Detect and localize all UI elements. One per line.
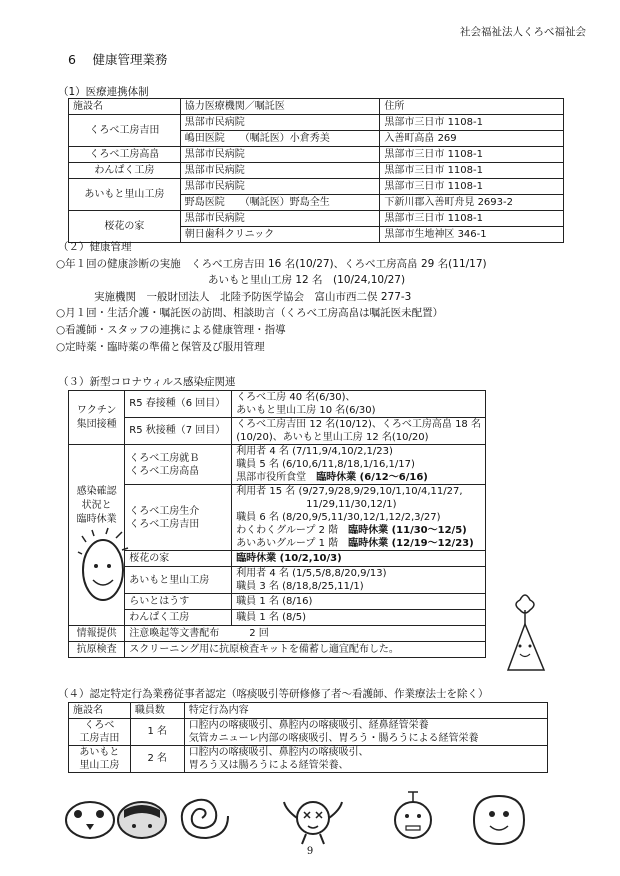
info-text: 注意喚起等文書配布 2 回 [125, 626, 486, 642]
address-cell: 黒部市三日市 1108-1 [380, 211, 564, 227]
detail-line: 胃ろう又は腸ろうによる経管栄養、 [188, 760, 349, 771]
clinic-cell: 嶋田医院 （嘱託医）小倉秀美 [180, 131, 380, 147]
s4-header-cell: 職員数 [130, 703, 184, 719]
table-row [69, 418, 486, 445]
closure-text: 臨時休業 (10/2,10/3) [236, 553, 342, 564]
table-row [69, 163, 564, 179]
detail-line [236, 537, 481, 550]
table-row [69, 719, 548, 746]
s2-line-3: 実施機関 一般財団法人 北陸予防医学協会 富山市西二俣 277-3 [94, 291, 412, 303]
clinic-cell: 黒部市民病院 [180, 147, 380, 163]
s3-title: （３）新型コロナウィルス感染症関連 [58, 376, 236, 388]
antigen-text: スクリーニング用に抗原検査キットを備蓄し適宜配布した。 [125, 642, 486, 658]
table-row [69, 594, 486, 610]
clinic-cell: 黒部市民病院 [180, 211, 380, 227]
staff-count: 1 名 [130, 719, 184, 746]
detail-text: あいあいグループ 1 階 [236, 538, 349, 549]
info-label: 情報提供 [69, 626, 125, 642]
infection-detail [232, 445, 486, 485]
covid-table [68, 390, 486, 658]
infection-detail [232, 567, 486, 594]
address-cell: 黒部市三日市 1108-1 [380, 163, 564, 179]
detail-line [236, 552, 481, 565]
detail-line [236, 511, 481, 524]
detail-line [236, 445, 481, 458]
detail-text: 職員 5 名 (6/10,6/11,8/18,1/16,1/17) [236, 459, 415, 470]
detail-line [236, 567, 481, 580]
x-eyes-character-icon [280, 796, 346, 846]
facility-cell: くろべ 工房吉田 [69, 719, 131, 746]
detail-line [236, 595, 481, 608]
detail-text: 11/29,11/30,12/1) [236, 499, 397, 510]
vaccine-round: R5 秋接種（7 回目） [125, 418, 232, 445]
table-row [69, 610, 486, 626]
detail-line: あいもと里山工房 10 名(6/30) [236, 405, 376, 416]
address-cell: 黒部市三日市 1108-1 [380, 179, 564, 195]
detail-text: 黒部市役所食堂 [236, 472, 317, 483]
detail-text: 利用者 15 名 (9/27,9/28,9/29,10/1,10/4,11/27, [236, 486, 463, 497]
s2-line-6: ○定時薬・臨時薬の準備と保管及び服用管理 [56, 341, 265, 353]
address-cell: 黒部市三日市 1108-1 [380, 147, 564, 163]
facility-cell: あいもと 里山工房 [69, 746, 131, 773]
address-cell: 下新川郡入善町舟見 2693-2 [380, 195, 564, 211]
detail-line [236, 580, 481, 593]
antigen-label: 抗原検査 [69, 642, 125, 658]
s4-header-cell: 施設名 [69, 703, 131, 719]
section-number: 6 [68, 52, 76, 67]
detail-line: 気管カニューレ内部の喀痰吸引、胃ろう・腸ろうによる経管栄養 [188, 733, 479, 744]
table-row [69, 626, 486, 642]
vaccine-round: R5 春接種（6 回目） [125, 391, 232, 418]
facility-cell: くろべ工房生介 くろべ工房吉田 [125, 485, 232, 551]
detail-line: (10/20)、あいもと里山工房 12 名(10/20) [236, 432, 429, 443]
infection-detail [232, 594, 486, 610]
table-row [69, 115, 564, 131]
lightbulb-character-icon [388, 786, 438, 846]
detail-text: 職員 1 名 (8/16) [236, 596, 313, 607]
detail-line [236, 498, 481, 511]
detail-text: 利用者 4 名 (1/5,5/8,8/20,9/13) [236, 568, 387, 579]
table-row [69, 445, 486, 485]
infection-detail [232, 551, 486, 567]
detail-line [236, 485, 481, 498]
vaccine-label: ワクチン 集団接種 [69, 391, 125, 445]
vaccine-detail [232, 418, 486, 445]
s4-title: （４）認定特定行為業務従事者認定（喀痰吸引等研修修了者～看護師、作業療法士を除く） [58, 688, 489, 700]
table-row [69, 211, 564, 227]
striped-character-icon [114, 796, 170, 842]
facility-cell: らいとはうす [125, 594, 232, 610]
infection-detail [232, 485, 486, 551]
s1-header-cell: 施設名 [69, 99, 181, 115]
detail-text: 職員 1 名 (8/5) [236, 612, 306, 623]
clinic-cell: 朝日歯科クリニック [180, 227, 380, 243]
s4-header-cell: 特定行為内容 [184, 703, 547, 719]
clinic-cell: 黒部市民病院 [180, 179, 380, 195]
spiral-icon [170, 790, 234, 844]
blob-character-icon [468, 790, 530, 848]
flower-character-icon [500, 580, 550, 680]
s1-header-cell: 住所 [380, 99, 564, 115]
detail-text: 職員 3 名 (8/18,8/25,11/1) [236, 581, 364, 592]
vaccine-detail [232, 391, 486, 418]
detail-line [236, 611, 481, 624]
detail-line: 口腔内の喀痰吸引、鼻腔内の喀痰吸引、 [188, 747, 369, 758]
s2-title: （２）健康管理 [58, 241, 132, 253]
address-cell: 黒部市生地神区 346-1 [380, 227, 564, 243]
medical-table [68, 98, 564, 243]
detail-text: 職員 6 名 (8/20,9/5,11/30,12/1,12/2,3/27) [236, 512, 441, 523]
closure-text: 臨時休業 (6/12～6/16) [316, 472, 428, 483]
certification-table [68, 702, 548, 773]
detail-line: 口腔内の喀痰吸引、鼻腔内の喀痰吸引、経鼻経管栄養 [188, 720, 429, 731]
facility-name: わんぱく工房 [69, 163, 181, 179]
bird-character-icon [60, 794, 120, 844]
detail-line: くろべ工房吉田 12 名(10/12)、くろべ工房高畠 18 名 [236, 419, 481, 430]
facility-name: くろべ工房吉田 [69, 115, 181, 147]
closure-text: 臨時休業 (12/19～12/23) [348, 538, 474, 549]
detail-line [236, 458, 481, 471]
s2-line-2: あいもと里山工房 12 名 (10/24,10/27) [208, 274, 406, 286]
table-row [69, 147, 564, 163]
s2-line-5: ○看護師・スタッフの連携による健康管理・指導 [56, 324, 286, 336]
section-title: 健康管理業務 [92, 52, 168, 67]
facility-name: くろべ工房高畠 [69, 147, 181, 163]
egg-character-icon [78, 528, 128, 608]
clinic-cell: 黒部市民病院 [180, 163, 380, 179]
page-number: 9 [306, 846, 314, 857]
facility-name: 桜花の家 [69, 211, 181, 243]
infection-label: 感染確認 状況と 臨時休業 [69, 445, 125, 626]
address-cell: 入善町高畠 269 [380, 131, 564, 147]
clinic-cell: 黒部市民病院 [180, 115, 380, 131]
table-row [69, 567, 486, 594]
detail-text: わくわくグループ 2 階 [236, 525, 349, 536]
s1-header-cell: 協力医療機関／嘱託医 [180, 99, 380, 115]
detail-text: 利用者 4 名 (7/11,9/4,10/2,1/23) [236, 446, 393, 457]
procedure-detail [184, 719, 547, 746]
detail-line [236, 471, 481, 484]
s2-line-1: ○年１回の健康診断の実施 くろべ工房吉田 16 名(10/27)、くろべ工房高畠 29 名(11/17) [56, 258, 487, 270]
procedure-detail [184, 746, 547, 773]
table-row [69, 746, 548, 773]
table-row [69, 551, 486, 567]
closure-text: 臨時休業 (11/30～12/5) [348, 525, 467, 536]
detail-line [236, 524, 481, 537]
facility-cell: わんぱく工房 [125, 610, 232, 626]
table-row [69, 391, 486, 418]
clinic-cell: 野島医院 （嘱託医）野島全生 [180, 195, 380, 211]
address-cell: 黒部市三日市 1108-1 [380, 115, 564, 131]
staff-count: 2 名 [130, 746, 184, 773]
detail-line: くろべ工房 40 名(6/30)、 [236, 392, 356, 403]
facility-cell: くろべ工房就Ｂ くろべ工房高畠 [125, 445, 232, 485]
section-heading [68, 50, 167, 68]
organization-header: 社会福祉法人くろべ福祉会 [460, 26, 586, 38]
table-row [69, 642, 486, 658]
s2-line-4: ○月１回・生活介護・嘱託医の訪問、相談助言（くろべ工房高畠は嘱託医未配置） [56, 307, 444, 319]
facility-cell: あいもと里山工房 [125, 567, 232, 594]
facility-name: あいもと里山工房 [69, 179, 181, 211]
facility-cell: 桜花の家 [125, 551, 232, 567]
infection-detail [232, 610, 486, 626]
table-row [69, 179, 564, 195]
s1-title: （1）医療連携体制 [58, 86, 149, 98]
table-row [69, 485, 486, 551]
